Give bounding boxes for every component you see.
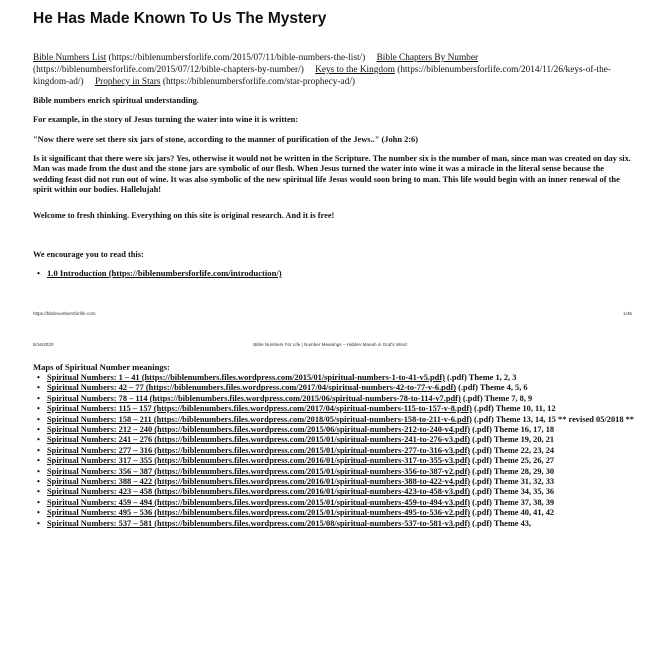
pdf-page-1 (0, 0, 660, 318)
nav-link-prophecy-stars[interactable]: Prophecy in Stars (https://biblenumbersforlife.com/star-prophecy-ad/) (94, 77, 356, 87)
maps-list (33, 373, 647, 529)
map-pdf-link[interactable]: Spiritual Numbers: 537 – 581 (https://biblenumbers.files.wordpress.com/2015/08/spiritual-numbers-537-to-581-v3.pdf) (47, 518, 471, 528)
paragraph: Welcome to fresh thinking. Everything on this site is original research. And it is free! (33, 211, 335, 220)
map-list-item[interactable] (47, 519, 647, 529)
page-header-title: Bible Numbers For Life | Number Meanings – Hidden Manah in God's Word (253, 342, 407, 347)
paragraph: "Now there were set there six jars of stone, according to the manner of purification of the Jews.." (John 2:6) (33, 135, 419, 144)
map-list-item[interactable] (47, 373, 647, 383)
maps-heading: Maps of Spiritual Number meanings: (33, 362, 170, 372)
map-pdf-link[interactable]: Spiritual Numbers: 1 – 41 (https://biblenumbers.files.wordpress.com/2015/01/spiritual-numbers-1-to-41-v5.pdf) (47, 373, 445, 382)
map-pdf-link[interactable]: Spiritual Numbers: 115 – 157 (https://biblenumbers.files.wordpress.com/2017/04/spiritual-numbers-115-to-157-v-8.pdf) (47, 404, 472, 414)
map-theme-text: (.pdf) Theme 43, (470, 518, 532, 528)
map-list-item[interactable] (47, 425, 647, 435)
map-list-item[interactable] (47, 446, 647, 456)
map-pdf-link[interactable]: Spiritual Numbers: 212 – 240 (https://biblenumbers.files.wordpress.com/2015/06/spiritual-numbers-212-to-240-v4.pdf) (47, 425, 471, 435)
map-list-item[interactable] (47, 508, 647, 518)
map-list-item[interactable] (47, 415, 647, 425)
map-list-item[interactable] (47, 477, 647, 487)
paragraph: We encourage you to read this: (33, 250, 144, 259)
map-pdf-link[interactable]: Spiritual Numbers: 459 – 494 (https://biblenumbers.files.wordpress.com/2015/01/spiritual-numbers-459-to-494-v3.pdf) (47, 497, 471, 507)
page-footer-url: https://biblenumbersforlife.com (33, 311, 96, 316)
map-pdf-link[interactable]: Spiritual Numbers: 356 – 387 (https://biblenumbers.files.wordpress.com/2015/01/spiritual-numbers-356-to-387-v2.pdf) (47, 466, 471, 476)
map-list-item[interactable] (47, 394, 647, 404)
map-list-item[interactable] (47, 383, 647, 393)
map-theme-text: (.pdf) Theme 25, 26, 27 (470, 456, 555, 466)
map-list-item[interactable] (47, 456, 647, 466)
map-list-item[interactable] (47, 435, 647, 445)
map-theme-text: (.pdf) Theme 7, 8, 9 (460, 393, 533, 403)
map-theme-text: (.pdf) Theme 28, 29, 30 (470, 466, 555, 476)
map-theme-text: (.pdf) Theme 1, 2, 3 (444, 373, 517, 382)
page-footer-number: 1/45 (623, 311, 632, 316)
nav-link-keys-kingdom[interactable]: Keys to the Kingdom (https://biblenumbersforlife.com/2014/11/26/keys-of-the-kingdom-ad/) (33, 65, 611, 87)
intro-link[interactable]: 1.0 Introduction (https://biblenumbersforlife.com/introduction/) (47, 268, 282, 278)
map-list-item[interactable] (47, 467, 647, 477)
map-pdf-link[interactable]: Spiritual Numbers: 277 – 316 (https://biblenumbers.files.wordpress.com/2015/01/spiritual-numbers-277-to-316-v3.pdf) (47, 445, 471, 455)
paragraph: Bible numbers enrich spiritual understanding. (33, 96, 199, 105)
map-theme-text: (.pdf) Theme 22, 23, 24 (470, 445, 555, 455)
map-theme-text: (.pdf) Theme 4, 5, 6 (456, 383, 528, 393)
page-title: He Has Made Known To Us The Mystery (33, 10, 327, 27)
map-pdf-link[interactable]: Spiritual Numbers: 158 – 211 (https://biblenumbers.files.wordpress.com/2018/05/spiritual-numbers-158-to-211-v-6.pdf) (47, 414, 472, 424)
map-pdf-link[interactable]: Spiritual Numbers: 495 – 536 (https://biblenumbers.files.wordpress.com/2015/01/spiritual-numbers-495-to-536-v2.pdf) (47, 508, 471, 518)
paragraph: For example, in the story of Jesus turning the water into wine it is written: (33, 115, 299, 124)
map-pdf-link[interactable]: Spiritual Numbers: 423 – 458 (https://biblenumbers.files.wordpress.com/2016/01/spiritual-numbers-423-to-458-v3.pdf) (47, 487, 471, 497)
map-theme-text: (.pdf) Theme 37, 38, 39 (470, 497, 555, 507)
map-theme-text: (.pdf) Theme 16, 17, 18 (470, 425, 555, 435)
map-theme-text: (.pdf) Theme 31, 32, 33 (470, 477, 555, 487)
map-pdf-link[interactable]: Spiritual Numbers: 388 – 422 (https://biblenumbers.files.wordpress.com/2016/01/spiritual-numbers-388-to-422-v4.pdf) (47, 477, 471, 487)
intro-list (33, 268, 282, 278)
map-pdf-link[interactable]: Spiritual Numbers: 317 – 355 (https://biblenumbers.files.wordpress.com/2016/01/spiritual-numbers-317-to-355-v3.pdf) (47, 456, 471, 466)
map-theme-text: (.pdf) Theme 13, 14, 15 ** revised 05/2018 ** (471, 414, 634, 424)
map-theme-text: (.pdf) Theme 19, 20, 21 (470, 435, 555, 445)
map-list-item[interactable] (47, 487, 647, 497)
page-header-date: 5/16/2020 (33, 342, 54, 347)
map-list-item[interactable] (47, 498, 647, 508)
map-theme-text: (.pdf) Theme 34, 35, 36 (470, 487, 555, 497)
nav-link-bible-numbers-list[interactable]: Bible Numbers List (https://biblenumbersforlife.com/2015/07/11/bible-numbers-the-list/) (33, 53, 366, 63)
map-pdf-link[interactable]: Spiritual Numbers: 78 – 114 (https://biblenumbers.files.wordpress.com/2015/06/spiritual-numbers-78-to-114-v7.pdf) (47, 393, 461, 403)
list-item[interactable] (47, 268, 282, 278)
map-list-item[interactable] (47, 404, 647, 414)
paragraph: Is it significant that there were six jars? Yes, otherwise it would not be written in the Scripture. The number six is the number of man, since man was created on day six. Man was made from the dust and the stone jars are symbolic of our flesh. When Jesus turned the water into wine it was a miracle in the literal sense because the wedding feast did not run out of wine. It was also symbolic of the new spiritual life Jesus would soon bring to man. This life would begin with an inner renewal of the spirit within our bodies. Hallelujah! (33, 154, 631, 195)
map-theme-text: (.pdf) Theme 10, 11, 12 (471, 404, 556, 414)
nav-links (33, 52, 633, 88)
nav-link-bible-chapters[interactable]: Bible Chapters By Number (https://biblenumbersforlife.com/2015/07/12/bible-chapters-by-number/) (33, 53, 479, 75)
map-pdf-link[interactable]: Spiritual Numbers: 42 – 77 (https://biblenumbers.files.wordpress.com/2017/04/spiritual-numbers-42-to-77-v-6.pdf) (47, 383, 457, 393)
map-theme-text: (.pdf) Theme 40, 41, 42 (470, 508, 555, 518)
map-pdf-link[interactable]: Spiritual Numbers: 241 – 276 (https://biblenumbers.files.wordpress.com/2015/01/spiritual-numbers-241-to-276-v3.pdf) (47, 435, 471, 445)
